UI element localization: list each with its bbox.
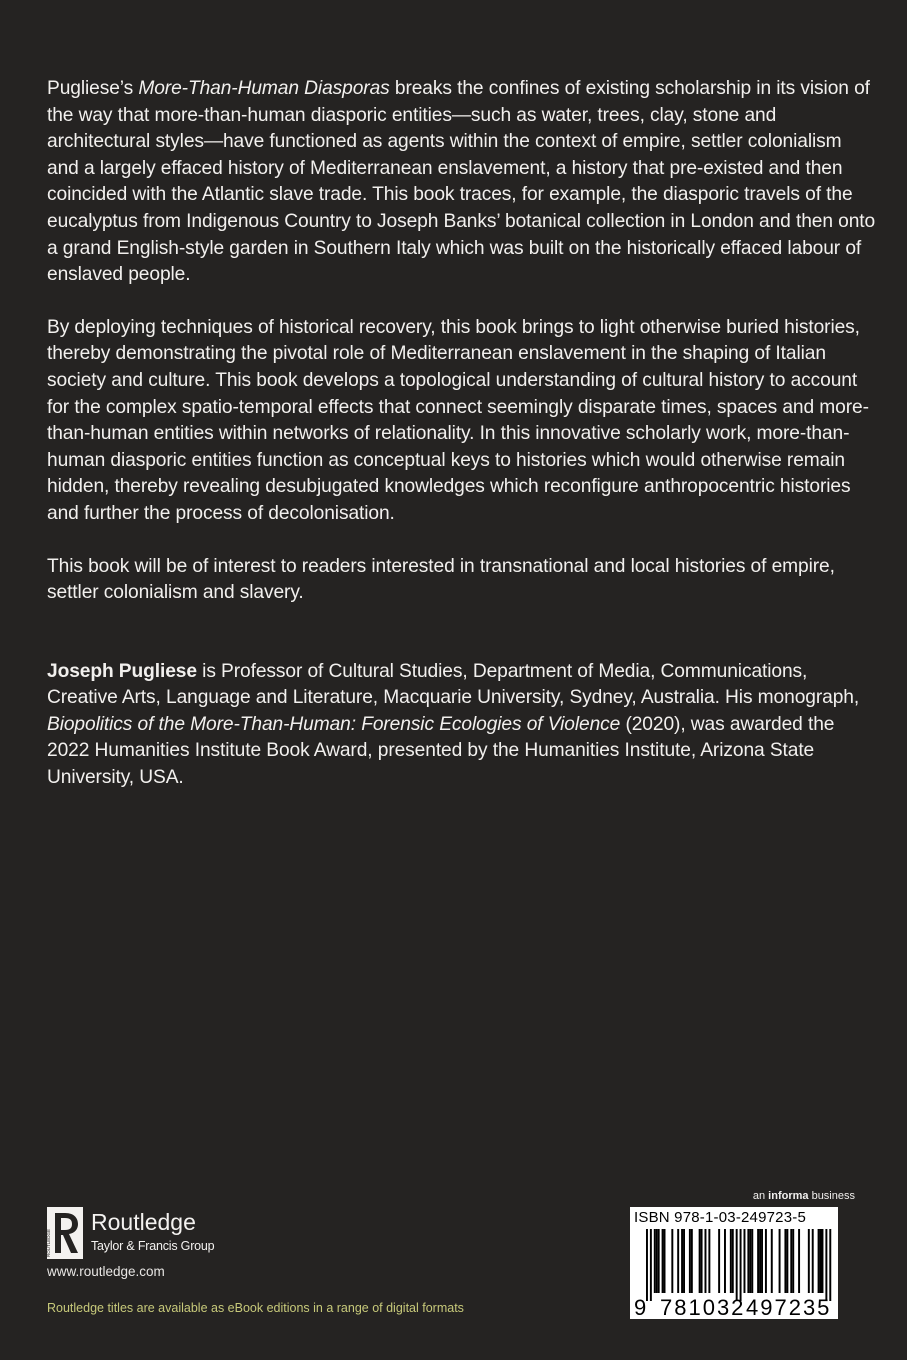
barcode-bar [786,1229,788,1293]
barcode-bar [759,1229,761,1293]
barcode-bar [681,1229,683,1293]
isbn-label: ISBN 978-1-03-249723-5 [634,1209,807,1226]
barcode-bar [779,1229,781,1293]
barcode-bar [701,1229,703,1293]
barcode-bar [736,1229,738,1301]
svg-text:ROUTLEDGE: ROUTLEDGE [46,1228,51,1257]
barcode-bar [747,1229,749,1293]
barcode-bar [820,1229,822,1293]
barcode-bar [829,1229,831,1301]
barcode-bar [744,1229,746,1293]
barcode-bar [683,1229,685,1293]
barcode-bar [812,1229,814,1293]
barcode-bar [822,1229,824,1293]
blurb-paragraph-3: This book will be of interest to readers interested in transnational and local histories of empire, settler colonialism and slavery. [47,555,835,604]
barcode-bar [740,1229,742,1301]
publisher-website: www.routledge.com [47,1264,165,1279]
barcode-bar [790,1229,792,1293]
author-bio-text-1: is Professor of Cultural Studies, Department of Media, Communications, Creative Arts, Language and Literature, Macquarie University, Sydney, Australia. His monograph, [47,660,860,709]
barcode-bar [656,1229,658,1293]
barcode-bar [664,1229,666,1293]
barcode-lead-digit: 9 [634,1295,647,1320]
barcode-bar [689,1229,691,1293]
barcode-bar [662,1229,664,1293]
isbn-barcode [630,1207,838,1319]
barcode-bar [699,1229,701,1293]
informa-tagline: an informa business [752,1190,855,1202]
author-bio [47,659,877,792]
barcode-bar [646,1229,648,1301]
author-name: Joseph Pugliese [47,660,197,682]
barcode-bar [730,1229,732,1293]
routledge-logo-icon [47,1207,83,1259]
barcode-bar [765,1229,767,1293]
barcode-bar [671,1229,673,1293]
back-cover-blurb [47,76,877,818]
book-title: More-Than-Human Diasporas [138,78,390,99]
barcode-bar [677,1229,679,1293]
barcode-bar [792,1229,794,1293]
barcode-bar [808,1229,810,1293]
barcode-bar [749,1229,751,1293]
barcode-bar [784,1229,786,1293]
barcode-bar [732,1229,734,1293]
barcode-bar [708,1229,710,1293]
publisher-name: Routledge [91,1209,196,1235]
author-monograph-title: Biopolitics of the More-Than-Human: Forensic Ecologies of Violence [47,713,621,735]
barcode-right-digits: 497235 [746,1295,832,1320]
barcode-bar [718,1229,720,1293]
barcode-bar [771,1229,773,1293]
barcode-bar [818,1229,820,1293]
barcode-bar [751,1229,753,1293]
publisher-group: Taylor & Francis Group [91,1239,215,1253]
barcode-left-digits: 781032 [660,1295,746,1320]
barcode-bar [658,1229,660,1293]
blurb-author-possessive: Pugliese’s [47,78,139,99]
blurb-paragraph-1 [47,76,877,289]
barcode-bar [691,1229,693,1293]
barcode-bar [650,1229,652,1301]
publisher-block [47,1207,367,1267]
barcode-bar [761,1229,763,1293]
barcode-bar [654,1229,656,1293]
barcode-bar [757,1229,759,1293]
barcode-bar [825,1229,827,1301]
barcode-bar [798,1229,800,1293]
ebook-note: Routledge titles are available as eBook editions in a range of digital formats [47,1301,464,1315]
blurb-paragraph-2: By deploying techniques of historical recovery, this book brings to light otherwise buried histories, thereby demonstrating the pivotal role of Mediterranean enslavement in the shaping of Italian society and culture. This book develops a topological understanding of cultural history to account for the complex spatio-temporal effects that connect seemingly disparate times, spaces and more-than-human entities within networks of relationality. In this innovative scholarly work, more-than-human diasporic entities function as conceptual keys to histories which would otherwise remain hidden, thereby revealing desubjugated knowledges which reconfigure anthropocentric histories and further the process of decolonisation. [47,316,869,524]
barcode-bar [724,1229,726,1293]
author-bio-text-2: (2020), was awarded the 2022 Humanities Institute Book Award, presented by the Humanities Institute, Arizona State University, USA. [47,713,835,789]
barcode-bars [630,1229,838,1301]
blurb-paragraph-1-text: breaks the confines of existing scholarship in its vision of the way that more-than-human diasporic entities—such as water, trees, clay, stone and architectural styles—have functioned as agents within the context of empire, settler colonialism and a largely effaced history of Mediterranean enslavement, a history that pre-existed and then coincided with the Atlantic slave trade. This book traces, for example, the diasporic travels of the eucalyptus from Indigenous Country to Joseph Banks’ botanical collection in London and then onto a grand English-style garden in Southern Italy which was built on the historically effaced labour of enslaved people. [47,78,876,286]
barcode-bar [705,1229,707,1293]
